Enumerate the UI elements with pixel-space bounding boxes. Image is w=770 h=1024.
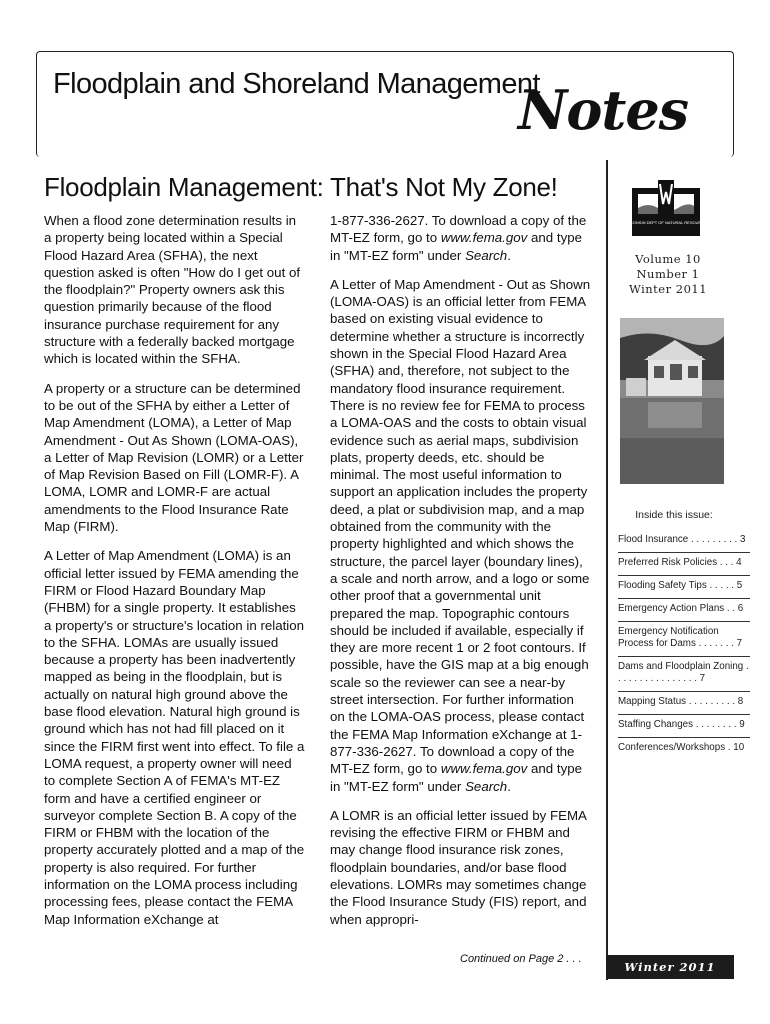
- search-term: Search: [465, 778, 508, 794]
- toc-item[interactable]: Mapping Status . . . . . . . . . 8: [618, 692, 750, 715]
- issue-info: [614, 252, 722, 297]
- article-column-left: [44, 212, 306, 940]
- paragraph: [330, 212, 592, 264]
- toc-item[interactable]: Emergency Action Plans . . 6: [618, 599, 750, 622]
- paragraph: A property or a structure can be determined to be out of the SFHA by either a Letter of Map Amendment (LOMA), a Letter of Map Amendment - Out As Shown (LOMA-OAS), a Letter of Map Revision (LOMR) or a Letter of Map Revision Based on Fill (LOMR-F). A LOMA, LOMR and LOMR-F are actual amendments to the Flood Insurance Rate Map (FIRM).: [44, 380, 304, 535]
- continued-note[interactable]: Continued on Page 2 . . .: [460, 953, 582, 965]
- toc-item[interactable]: Staffing Changes . . . . . . . . 9: [618, 715, 750, 738]
- season: Winter 2011: [628, 282, 708, 296]
- footer-band: [606, 955, 734, 979]
- fema-link[interactable]: www.fema.gov: [440, 761, 528, 777]
- logo-text: WISCONSIN DEPT OF NATURAL RESOURCES: [622, 220, 710, 225]
- toc-item[interactable]: Preferred Risk Policies . . . 4: [618, 553, 750, 576]
- paragraph-text: 1-877-336-2627. To download a copy of the MT-EZ form, go to: [330, 213, 587, 246]
- paragraph-text: .: [507, 778, 511, 794]
- volume: Volume 10: [635, 252, 701, 266]
- toc-item[interactable]: Flooding Safety Tips . . . . . 5: [618, 576, 750, 599]
- house-photo: [620, 318, 724, 484]
- number: Number 1: [636, 267, 700, 281]
- masthead: [36, 51, 734, 157]
- inside-issue-heading: Inside this issue:: [635, 509, 713, 521]
- paragraph: A Letter of Map Amendment (LOMA) is an official letter issued by FEMA amending the FIRM or Flood Hazard Boundary Map (FHBM) for a single property. It establishes a property's or structure's location in relation to the SFHA. LOMAs are usually issued because a property has been inadvertently mapped as being in the floodplain, but is actually on natural high ground above the base flood elevation. Natural high ground is ground which has not had fill placed on it since the FIRM first went into effect. To file a LOMA request, a property owner will need to complete Section A of FEMA's MT-EZ form and have a certified engineer or surveyor complete Section B. A copy of the FIRM or FHBM with the location of the property accurately plotted and a map of the property is also required. For further information on the LOMA process including processing fees, please contact the FEMA Map Information eXchange at: [44, 548, 305, 927]
- masthead-notes-logo: Notes: [518, 78, 689, 142]
- toc-item[interactable]: Flood Insurance . . . . . . . . . 3: [618, 530, 750, 553]
- wdnr-logo: [622, 178, 710, 238]
- footer-season: Winter 2011: [624, 960, 716, 974]
- article-headline: Floodplain Management: That's Not My Zone!: [44, 172, 558, 202]
- paragraph: When a flood zone determination results in a property being located within a Special Flood Hazard Area (SFHA), the next question asked is often "How do I get out of the floodplain?" Property owners ask this question primarily because of the flood insurance purchase requirement for any structure with a federally backed mortgage which is located within the SFHA.: [44, 213, 301, 367]
- paragraph-text: and type in "MT-EZ form" under: [330, 761, 583, 794]
- paragraph-text: and type in "MT-EZ form" under: [330, 230, 583, 263]
- paragraph: A LOMR is an official letter issued by FEMA revising the effective FIRM or FHBM and may change flood insurance risk zones, floodplain boundaries, and/or base flood elevations. LOMRs may sometimes change the Flood Insurance Study (FIS) report, and when appropri-: [330, 807, 587, 927]
- fema-link[interactable]: www.fema.gov: [440, 230, 528, 246]
- toc-item[interactable]: Dams and Floodplain Zoning . . . . . . . . . . . . . . . . 7: [618, 657, 750, 692]
- paragraph-text: .: [507, 247, 511, 263]
- paragraph: [330, 276, 592, 795]
- table-of-contents: [618, 530, 750, 760]
- masthead-title: Floodplain and Shoreland Management: [53, 68, 540, 100]
- toc-item[interactable]: Emergency Notification Process for Dams . . . . . . . 7: [618, 622, 750, 657]
- sidebar-divider: [606, 160, 608, 980]
- article-column-middle: [330, 212, 592, 940]
- paragraph-text: A Letter of Map Amendment - Out as Shown (LOMA-OAS) is an official letter from FEMA based on existing visual evidence to determine whether a structure is incorrectly shown in the Special Flood Hazard Area (SFHA) and, therefore, not subject to the mandatory flood insurance requirement. There is no review fee for FEMA to process a LOMA-OAS and the costs to obtain visual evidence such as aerial maps, subdivision plats, property deeds, etc. should be minimal. The most useful information to support an application includes the property deed, a plat or subdivision map, and a map obtained from the community with the property highlighted and which shows the structure, the parcel layer (boundary lines), a scale and north arrow, and a logo or some other proof that a governmental unit prepared the map. Topographic contours should be included if available, especially if they are more recent 1 or 2 foot contours. If possible, have the GIS map at a big enough scale so the reviewer can see a near-by street intersection. For further information on the LOMA-OAS process, please contact the FEMA Map Information eXchange at 1-877-336-2627. To download a copy of the MT-EZ form, go to: [330, 276, 591, 777]
- toc-item[interactable]: Conferences/Workshops . 10: [618, 742, 745, 753]
- search-term: Search: [465, 247, 508, 263]
